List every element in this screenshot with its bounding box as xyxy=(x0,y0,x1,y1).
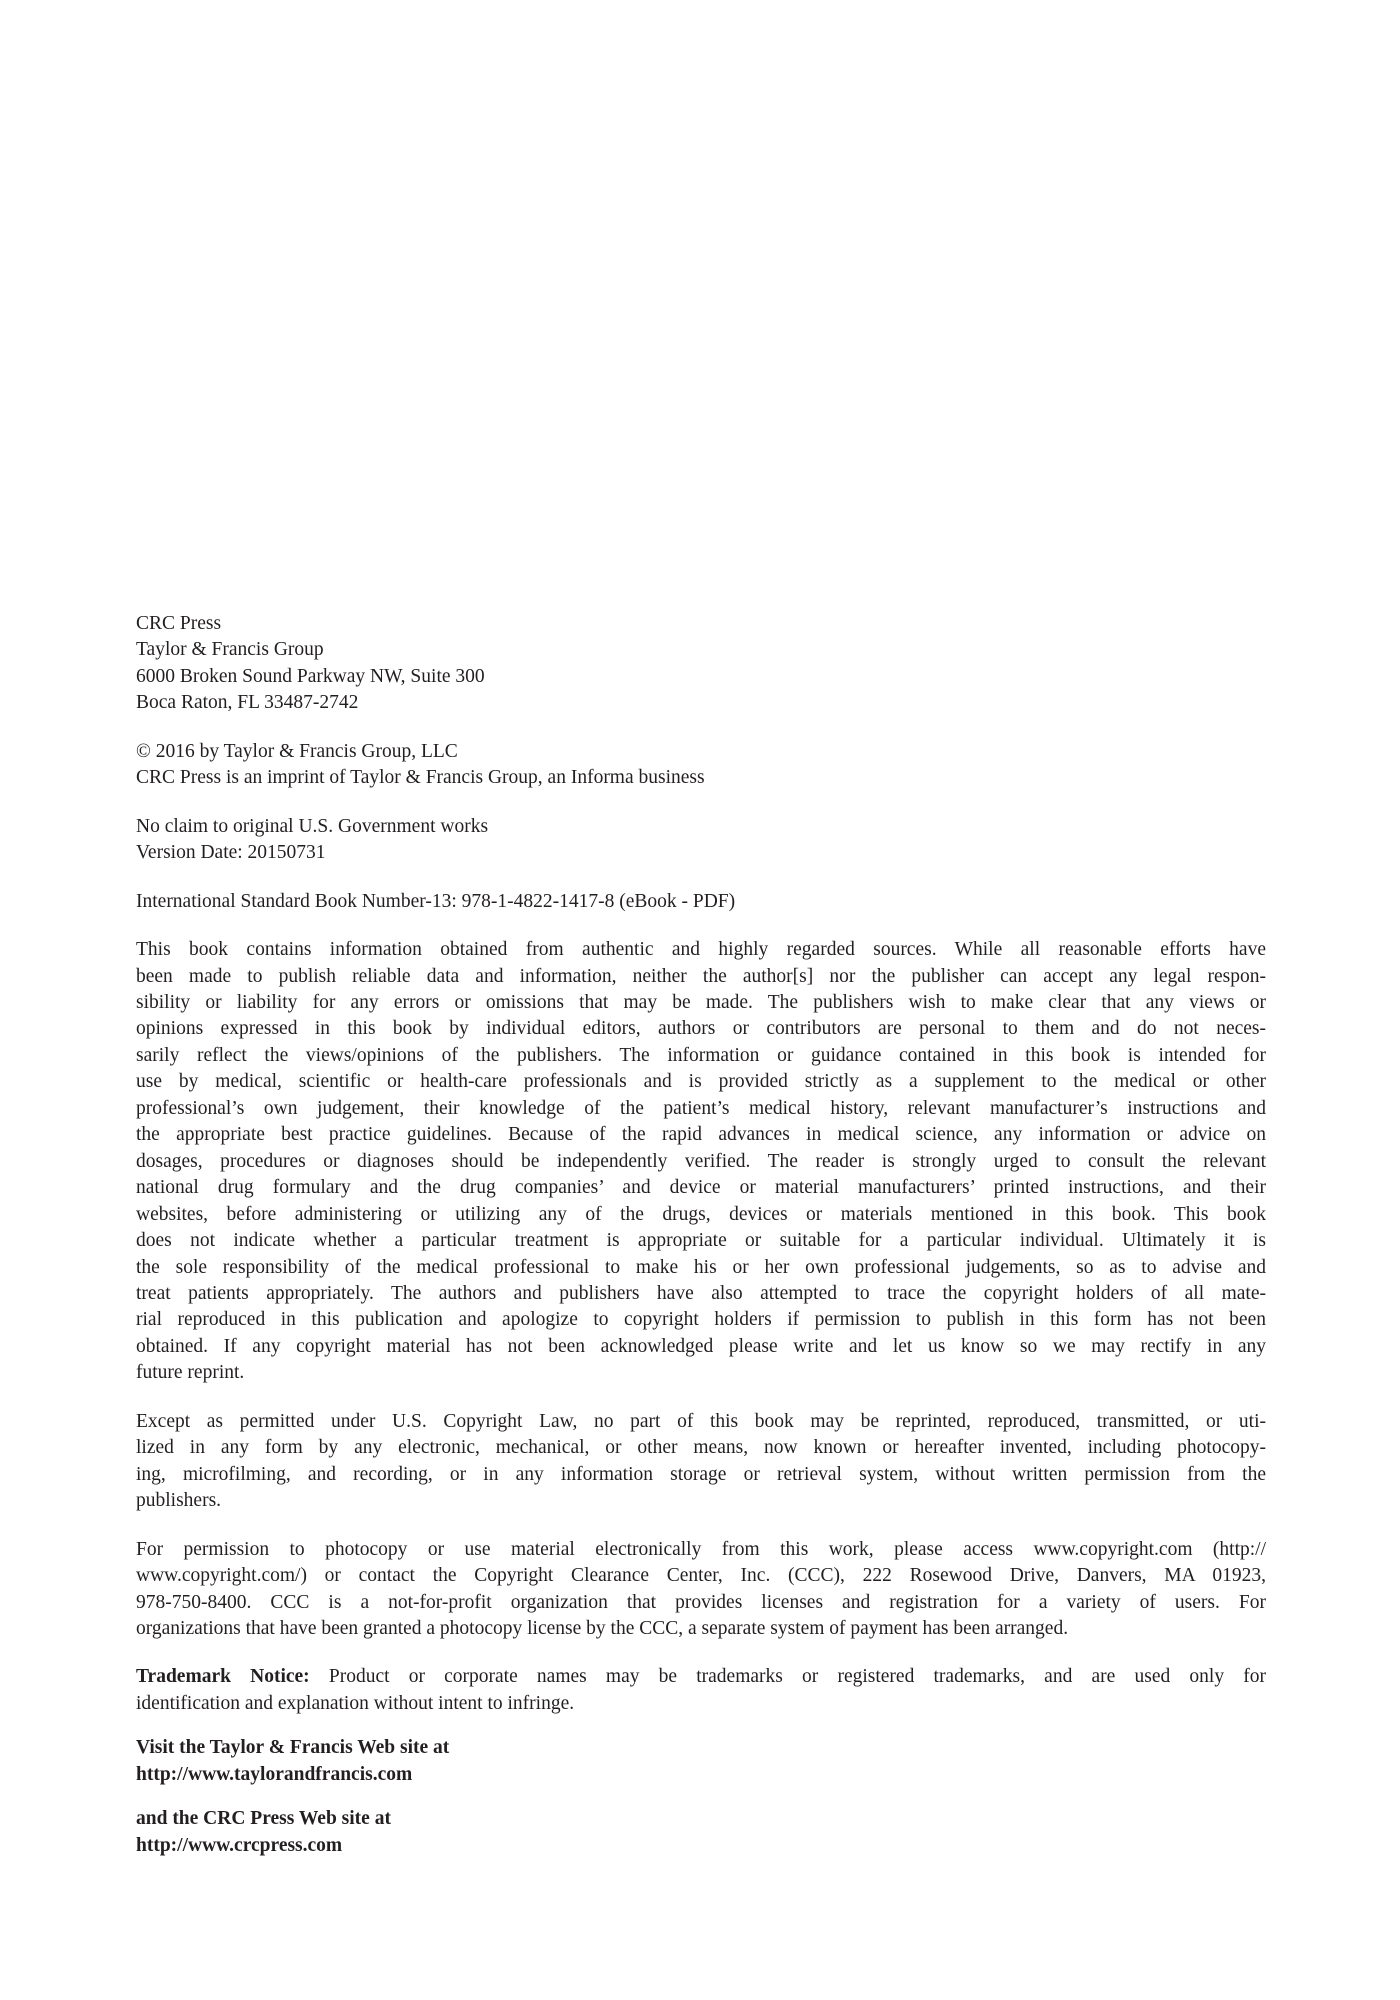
disclaimer-line: the appropriate best practice guidelines. Because of the rapid advances in medical science, any information or advice on xyxy=(136,1124,1266,1146)
disclaimer-line: does not indicate whether a particular treatment is appropriate or suitable for a particular individual. Ultimately it is xyxy=(136,1230,1266,1252)
permissions-line: organizations that have been granted a photocopy license by the CCC, a separate system of payment has been arranged. xyxy=(136,1617,1069,1639)
disclaimer-line: national drug formulary and the drug companies’ and device or material manufacturers’ printed instructions, and their xyxy=(136,1177,1266,1199)
tf-website-notice xyxy=(136,1735,1266,1788)
trademark-notice xyxy=(136,1664,1266,1717)
publisher-address xyxy=(136,611,1266,717)
tf-website-url[interactable]: http://www.taylorandfrancis.com xyxy=(136,1763,413,1785)
permissions-line: 978-750-8400. CCC is a not-for-profit organization that provides licenses and registration for a variety of users. For xyxy=(136,1591,1266,1613)
crc-website-url[interactable]: http://www.crcpress.com xyxy=(136,1834,343,1856)
copyright-line: © 2016 by Taylor & Francis Group, LLC xyxy=(136,740,458,762)
disclaimer-line: obtained. If any copyright material has not been acknowledged please write and let us know so we may rectify in any xyxy=(136,1335,1266,1357)
disclaimer-line: use by medical, scientific or health-care professionals and is provided strictly as a supplement to the medical or other xyxy=(136,1071,1266,1093)
disclaimer-line: This book contains information obtained from authentic and highly regarded sources. While all reasonable efforts have xyxy=(136,939,1266,961)
trademark-line-2: identification and explanation without intent to infringe. xyxy=(136,1692,575,1714)
publisher-city: Boca Raton, FL 33487-2742 xyxy=(136,692,359,714)
crc-website-intro: and the CRC Press Web site at xyxy=(136,1808,391,1830)
publisher-group: Taylor & Francis Group xyxy=(136,639,324,661)
disclaimer-line: opinions expressed in this book by individual editors, authors or contributors are personal to them and do not neces- xyxy=(136,1018,1266,1040)
tf-website-intro: Visit the Taylor & Francis Web site at xyxy=(136,1737,450,1759)
copyright-law-line: ing, microfilming, and recording, or in any information storage or retrieval system, without written permission from the xyxy=(136,1463,1266,1485)
copyright-law-line: Except as permitted under U.S. Copyright Law, no part of this book may be reprinted, reproduced, transmitted, or uti- xyxy=(136,1410,1266,1432)
government-works-line: No claim to original U.S. Government works xyxy=(136,815,489,837)
trademark-text: Product or corporate names may be trademarks or registered trademarks, and are used only for xyxy=(309,1666,1266,1688)
disclaimer-line: been made to publish reliable data and information, neither the author[s] nor the publisher can accept any legal respon- xyxy=(136,965,1266,987)
trademark-line xyxy=(136,1664,1266,1690)
disclaimer-line: dosages, procedures or diagnoses should be independently verified. The reader is strongly urged to consult the relevant xyxy=(136,1150,1266,1172)
crc-website-notice xyxy=(136,1806,1266,1859)
disclaimer-line: treat patients appropriately. The authors and publishers have also attempted to trace the copyright holders of all mate- xyxy=(136,1282,1266,1304)
copyright-law-line: lized in any form by any electronic, mechanical, or other means, now known or hereafter invented, including photocopy- xyxy=(136,1437,1266,1459)
permissions-paragraph xyxy=(136,1537,1266,1643)
isbn-line: International Standard Book Number-13: 978-1-4822-1417-8 (eBook - PDF) xyxy=(136,890,736,912)
disclaimer-line: future reprint. xyxy=(136,1362,245,1384)
permissions-line: www.copyright.com/) or contact the Copyright Clearance Center, Inc. (CCC), 222 Rosewood Drive, Danvers, MA 01923, xyxy=(136,1565,1266,1587)
trademark-label: Trademark Notice: xyxy=(136,1666,310,1688)
disclaimer-paragraph xyxy=(136,937,1266,1387)
version-date-line: Version Date: 20150731 xyxy=(136,842,326,864)
permissions-line: For permission to photocopy or use material electronically from this work, please access www.copyright.com (http:// xyxy=(136,1538,1266,1560)
disclaimer-line: rial reproduced in this publication and apologize to copyright holders if permission to publish in this form has not been xyxy=(136,1309,1266,1331)
copyright-notice xyxy=(136,739,1266,792)
isbn-notice xyxy=(136,889,1266,915)
disclaimer-line: the sole responsibility of the medical professional to make his or her own professional judgements, so as to advise and xyxy=(136,1256,1266,1278)
copyright-law-line: publishers. xyxy=(136,1490,222,1512)
copyright-page-content xyxy=(136,611,1266,1881)
disclaimer-line: professional’s own judgement, their knowledge of the patient’s medical history, relevant manufacturer’s instructions and xyxy=(136,1097,1266,1119)
disclaimer-line: sarily reflect the views/opinions of the publishers. The information or guidance contained in this book is intended for xyxy=(136,1044,1266,1066)
disclaimer-line: websites, before administering or utilizing any of the drugs, devices or materials mentioned in this book. This book xyxy=(136,1203,1266,1225)
disclaimer-line: sibility or liability for any errors or omissions that may be made. The publishers wish to make clear that any views or xyxy=(136,991,1266,1013)
government-works-notice xyxy=(136,814,1266,867)
imprint-line: CRC Press is an imprint of Taylor & Francis Group, an Informa business xyxy=(136,767,705,789)
publisher-name: CRC Press xyxy=(136,613,222,634)
publisher-street: 6000 Broken Sound Parkway NW, Suite 300 xyxy=(136,665,485,687)
copyright-law-paragraph xyxy=(136,1409,1266,1515)
